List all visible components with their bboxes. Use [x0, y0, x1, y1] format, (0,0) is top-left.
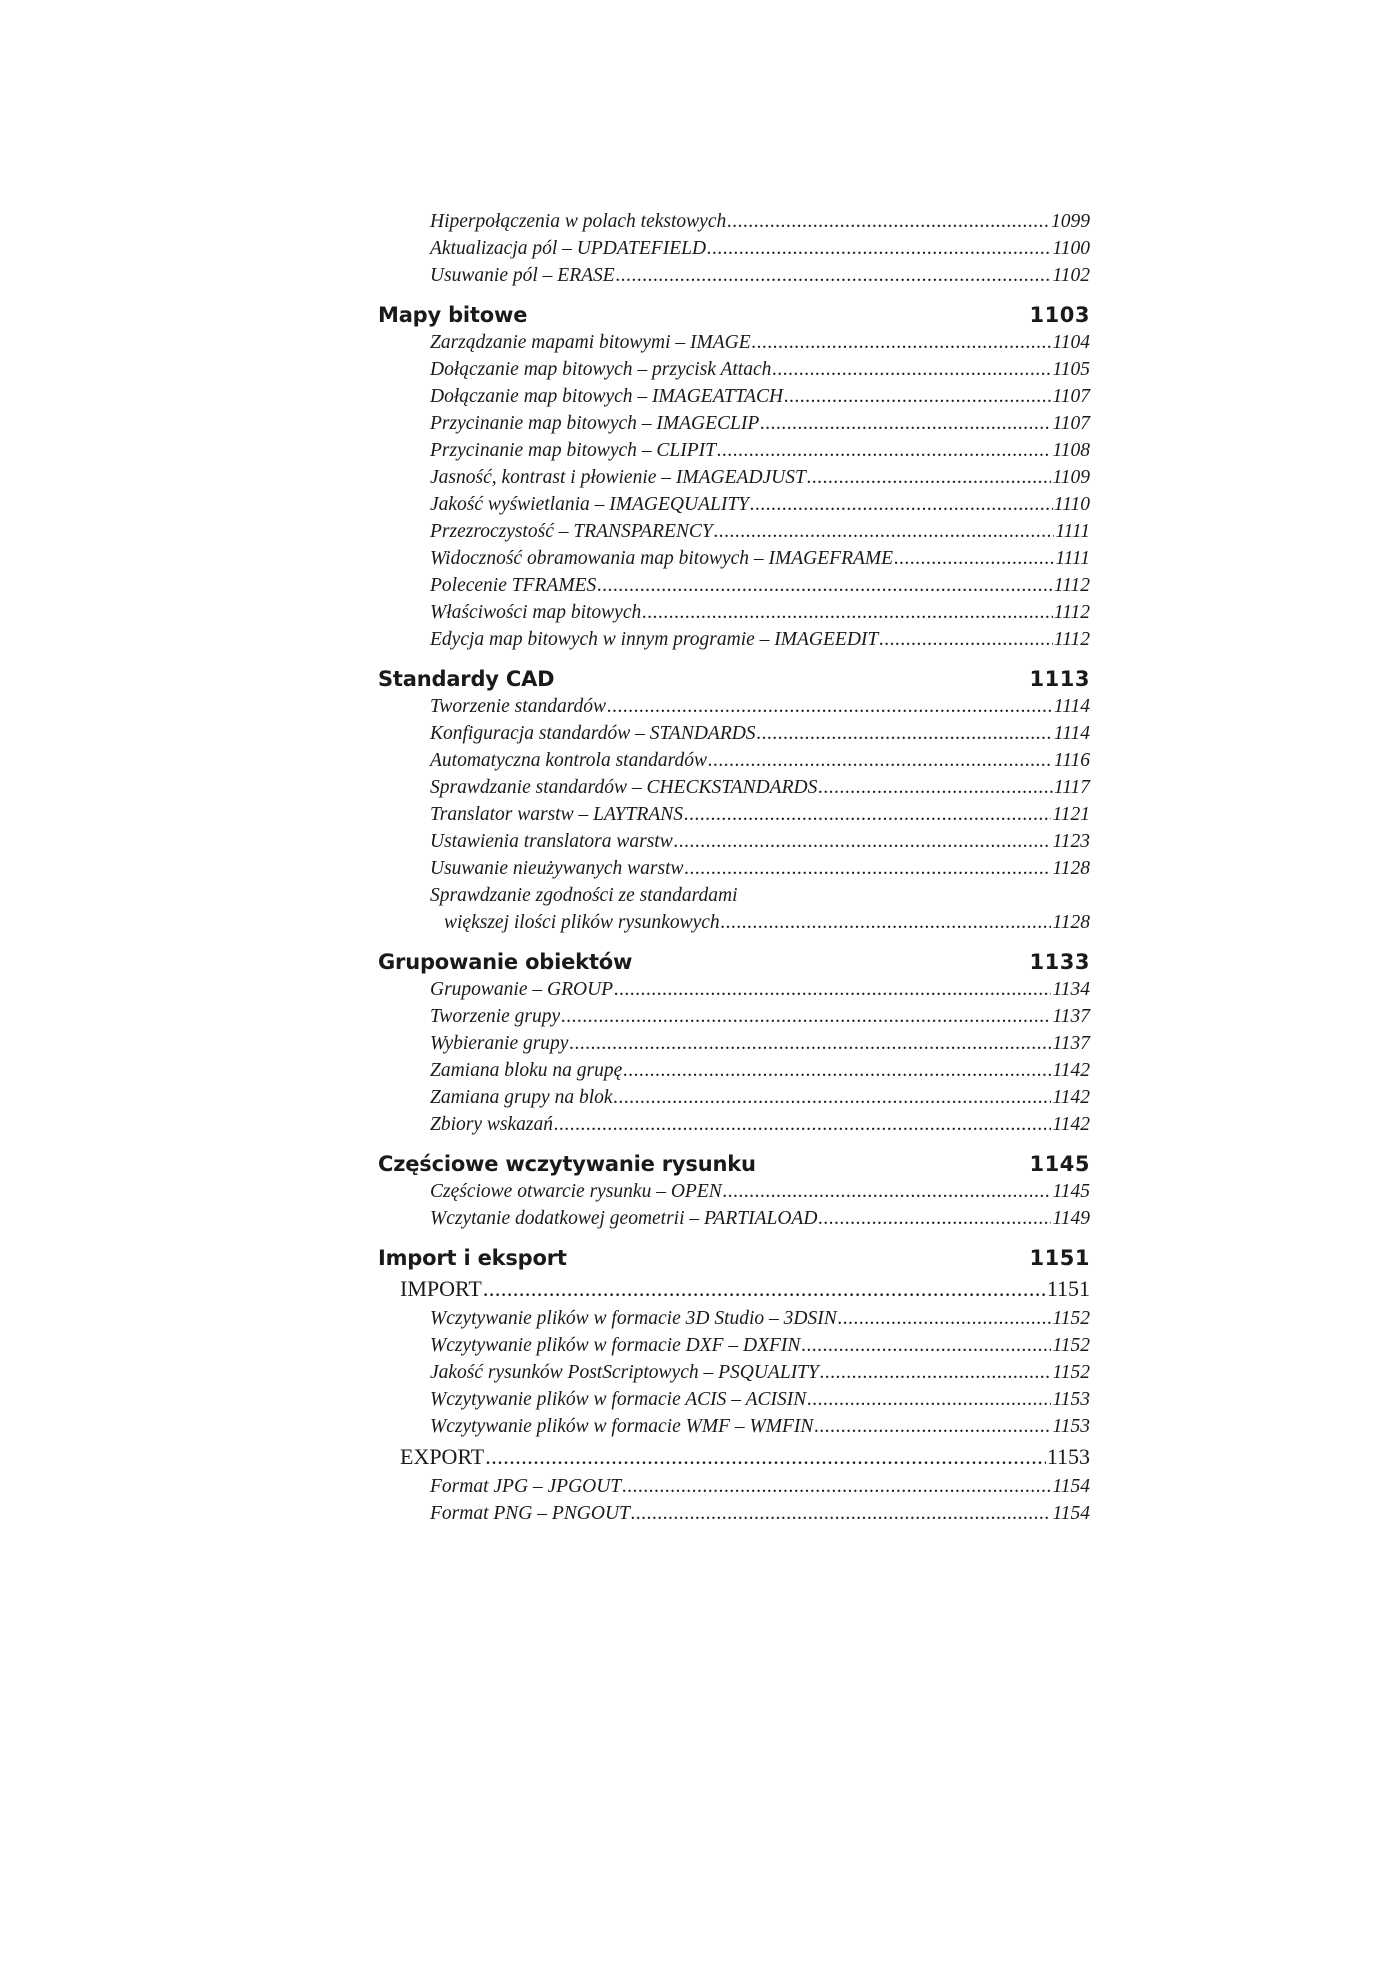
- dot-leader: [750, 491, 1053, 518]
- dot-leader: [597, 572, 1053, 599]
- dot-leader: [818, 774, 1053, 801]
- chapter-heading: [378, 1150, 1090, 1178]
- chapter-heading: [378, 1244, 1090, 1272]
- entry-title: Zarządzanie mapami bitowymi – IMAGE: [430, 332, 751, 353]
- entry-title: Widoczność obramowania map bitowych – IMAGEFRAME: [430, 548, 894, 569]
- entry-page-number: 1107: [1052, 413, 1090, 434]
- dot-leader: [561, 1003, 1051, 1030]
- dot-leader: [622, 1473, 1051, 1500]
- toc-entry: [378, 410, 1090, 437]
- dot-leader: [614, 1084, 1052, 1111]
- dot-leader: [760, 410, 1051, 437]
- entry-title: Edycja map bitowych w innym programie – IMAGEEDIT: [430, 629, 879, 650]
- toc-entry: [378, 1084, 1090, 1111]
- toc-entry: [378, 976, 1090, 1003]
- dot-leader: [752, 329, 1052, 356]
- dot-leader: [820, 1359, 1052, 1386]
- entry-title: Wybieranie grupy: [430, 1033, 569, 1054]
- entry-page-number: 1112: [1053, 602, 1090, 623]
- dot-leader: [723, 1178, 1052, 1205]
- entry-title: Zbiory wskazań: [430, 1114, 553, 1135]
- entry-page-number: 1105: [1052, 359, 1090, 380]
- entry-title: Jasność, kontrast i płowienie – IMAGEADJUST: [430, 467, 806, 488]
- chapter-page-number: 1145: [1029, 1152, 1090, 1176]
- entry-page-number: 1112: [1053, 629, 1090, 650]
- toc-entry: [378, 572, 1090, 599]
- chapter-title: Częściowe wczytywanie rysunku: [378, 1152, 756, 1176]
- toc-entry: [378, 855, 1090, 882]
- toc-entry: [378, 1386, 1090, 1413]
- chapter-title: Import i eksport: [378, 1246, 567, 1270]
- dot-leader: [727, 208, 1050, 235]
- entry-title: Aktualizacja pól – UPDATEFIELD: [430, 238, 707, 259]
- entry-page-number: 1153: [1046, 1444, 1090, 1469]
- entry-page-number: 1153: [1052, 1389, 1090, 1410]
- dot-leader: [707, 235, 1051, 262]
- toc-entry: [378, 1473, 1090, 1500]
- table-of-contents: [378, 208, 1090, 1527]
- toc-entry: [378, 599, 1090, 626]
- chapter-page-number: 1113: [1029, 667, 1090, 691]
- dot-leader: [814, 1413, 1051, 1440]
- toc-entry: [378, 747, 1090, 774]
- dot-leader: [894, 545, 1054, 572]
- entry-title: Usuwanie nieużywanych warstw: [430, 858, 684, 879]
- dot-leader: [708, 747, 1053, 774]
- dot-leader: [631, 1500, 1052, 1527]
- entry-page-number: 1128: [1052, 858, 1090, 879]
- entry-page-number: 1137: [1052, 1006, 1090, 1027]
- entry-title: Translator warstw – LAYTRANS: [430, 804, 684, 825]
- toc-entry: [378, 1057, 1090, 1084]
- dot-leader: [807, 1386, 1051, 1413]
- entry-page-number: 1151: [1046, 1276, 1090, 1301]
- entry-page-number: 1099: [1051, 211, 1090, 232]
- chapter-title: Grupowanie obiektów: [378, 950, 633, 974]
- entry-title: Usuwanie pól – ERASE: [430, 265, 615, 286]
- dot-leader: [717, 437, 1051, 464]
- dot-leader: [614, 976, 1051, 1003]
- entry-page-number: 1154: [1052, 1476, 1090, 1497]
- entry-page-number: 1142: [1052, 1087, 1090, 1108]
- entry-title: Właściwości map bitowych: [430, 602, 642, 623]
- dot-leader: [772, 356, 1051, 383]
- entry-title: Wczytywanie plików w formacie 3D Studio – 3DSIN: [430, 1308, 837, 1329]
- entry-page-number: 1112: [1053, 575, 1090, 596]
- toc-entry: [378, 518, 1090, 545]
- toc-entry: [378, 693, 1090, 720]
- entry-title: Zamiana grupy na blok: [430, 1087, 613, 1108]
- toc-entry-line: [378, 882, 1090, 909]
- entry-title: Wczytanie dodatkowej geometrii – PARTIALOAD: [430, 1208, 818, 1229]
- entry-title: Przycinanie map bitowych – IMAGECLIP: [430, 413, 760, 434]
- entry-page-number: 1111: [1055, 521, 1090, 542]
- entry-page-number: 1121: [1052, 804, 1090, 825]
- entry-page-number: 1142: [1052, 1114, 1090, 1135]
- entry-page-number: 1154: [1052, 1503, 1090, 1524]
- dot-leader: [684, 801, 1051, 828]
- toc-entry: [378, 1030, 1090, 1057]
- entry-title: Format PNG – PNGOUT: [430, 1503, 630, 1524]
- entry-title: większej ilości plików rysunkowych: [444, 912, 720, 933]
- chapter-page-number: 1103: [1029, 303, 1090, 327]
- dot-leader: [721, 909, 1052, 936]
- entry-title: Dołączanie map bitowych – przycisk Attach: [430, 359, 772, 380]
- entry-page-number: 1142: [1052, 1060, 1090, 1081]
- entry-title: Tworzenie standardów: [430, 696, 607, 717]
- dot-leader: [607, 693, 1053, 720]
- entry-page-number: 1114: [1053, 696, 1090, 717]
- entry-title: EXPORT: [400, 1444, 485, 1469]
- entry-page-number: 1152: [1052, 1335, 1090, 1356]
- entry-title: Sprawdzanie standardów – CHECKSTANDARDS: [430, 777, 818, 798]
- dot-leader: [879, 626, 1053, 653]
- dot-leader: [485, 1440, 1046, 1473]
- toc-entry: [378, 1413, 1090, 1440]
- entry-page-number: 1100: [1052, 238, 1090, 259]
- dot-leader: [685, 855, 1052, 882]
- entry-page-number: 1149: [1052, 1208, 1090, 1229]
- entry-title: Format JPG – JPGOUT: [430, 1476, 622, 1497]
- toc-entry: [378, 235, 1090, 262]
- toc-entry: [378, 720, 1090, 747]
- toc-entry: [378, 383, 1090, 410]
- entry-page-number: 1116: [1053, 750, 1090, 771]
- entry-title: Sprawdzanie zgodności ze standardami: [430, 885, 738, 906]
- chapter-heading: [378, 665, 1090, 693]
- toc-entry: [378, 626, 1090, 653]
- entry-title: Automatyczna kontrola standardów: [430, 750, 707, 771]
- entry-title: Przezroczystość – TRANSPARENCY: [430, 521, 713, 542]
- entry-title: Tworzenie grupy: [430, 1006, 561, 1027]
- entry-page-number: 1152: [1052, 1362, 1090, 1383]
- entry-page-number: 1109: [1052, 467, 1090, 488]
- entry-page-number: 1117: [1053, 777, 1090, 798]
- dot-leader: [616, 262, 1052, 289]
- entry-title: Jakość rysunków PostScriptowych – PSQUALITY: [430, 1362, 819, 1383]
- toc-entry: [378, 1205, 1090, 1232]
- dot-leader: [801, 1332, 1051, 1359]
- dot-leader: [807, 464, 1052, 491]
- toc-entry: [378, 801, 1090, 828]
- entry-page-number: 1123: [1052, 831, 1090, 852]
- dot-leader: [569, 1030, 1051, 1057]
- entry-title: Wczytywanie plików w formacie DXF – DXFIN: [430, 1335, 801, 1356]
- entry-page-number: 1145: [1052, 1181, 1090, 1202]
- chapter-heading: [378, 301, 1090, 329]
- entry-page-number: 1107: [1052, 386, 1090, 407]
- entry-page-number: 1108: [1052, 440, 1090, 461]
- entry-title: Dołączanie map bitowych – IMAGEATTACH: [430, 386, 784, 407]
- entry-page-number: 1111: [1055, 548, 1090, 569]
- toc-entry: [378, 909, 1090, 936]
- dot-leader: [818, 1205, 1051, 1232]
- dot-leader: [714, 518, 1055, 545]
- toc-entry: [378, 828, 1090, 855]
- toc-entry: [378, 1305, 1090, 1332]
- entry-page-number: 1152: [1052, 1308, 1090, 1329]
- chapter-page-number: 1151: [1029, 1246, 1090, 1270]
- chapter-page-number: 1133: [1029, 950, 1090, 974]
- toc-subsection: [378, 1272, 1090, 1305]
- entry-title: Wczytywanie plików w formacie ACIS – ACISIN: [430, 1389, 807, 1410]
- dot-leader: [674, 828, 1052, 855]
- dot-leader: [623, 1057, 1051, 1084]
- dot-leader: [757, 720, 1053, 747]
- entry-page-number: 1137: [1052, 1033, 1090, 1054]
- chapter-title: Standardy CAD: [378, 667, 555, 691]
- entry-title: Ustawienia translatora warstw: [430, 831, 673, 852]
- entry-page-number: 1110: [1053, 494, 1090, 515]
- toc-entry: [378, 1359, 1090, 1386]
- toc-entry: [378, 491, 1090, 518]
- entry-page-number: 1134: [1052, 979, 1090, 1000]
- dot-leader: [483, 1272, 1046, 1305]
- entry-page-number: 1114: [1053, 723, 1090, 744]
- entry-title: Zamiana bloku na grupę: [430, 1060, 623, 1081]
- entry-title: Wczytywanie plików w formacie WMF – WMFIN: [430, 1416, 814, 1437]
- toc-entry: [378, 262, 1090, 289]
- entry-title: Polecenie TFRAMES: [430, 575, 597, 596]
- entry-title: Grupowanie – GROUP: [430, 979, 614, 1000]
- toc-entry: [378, 437, 1090, 464]
- toc-entry: [378, 1003, 1090, 1030]
- entry-title: Częściowe otwarcie rysunku – OPEN: [430, 1181, 722, 1202]
- toc-subsection: [378, 1440, 1090, 1473]
- toc-entry: [378, 464, 1090, 491]
- dot-leader: [838, 1305, 1052, 1332]
- toc-entry: [378, 774, 1090, 801]
- entry-page-number: 1153: [1052, 1416, 1090, 1437]
- entry-title: Konfiguracja standardów – STANDARDS: [430, 723, 756, 744]
- chapter-title: Mapy bitowe: [378, 303, 528, 327]
- toc-entry: [378, 1500, 1090, 1527]
- entry-page-number: 1104: [1052, 332, 1090, 353]
- dot-leader: [784, 383, 1051, 410]
- toc-entry: [378, 1332, 1090, 1359]
- toc-entry: [378, 329, 1090, 356]
- toc-entry: [378, 1111, 1090, 1138]
- entry-page-number: 1102: [1052, 265, 1090, 286]
- toc-entry: [378, 1178, 1090, 1205]
- toc-entry: [378, 356, 1090, 383]
- toc-entry: [378, 545, 1090, 572]
- entry-title: Przycinanie map bitowych – CLIPIT: [430, 440, 716, 461]
- chapter-heading: [378, 948, 1090, 976]
- entry-title: Jakość wyświetlania – IMAGEQUALITY: [430, 494, 750, 515]
- entry-page-number: 1128: [1052, 912, 1090, 933]
- entry-title: IMPORT: [400, 1276, 482, 1301]
- toc-entry: [378, 208, 1090, 235]
- dot-leader: [554, 1111, 1051, 1138]
- dot-leader: [642, 599, 1053, 626]
- entry-title: Hiperpołączenia w polach tekstowych: [430, 211, 727, 232]
